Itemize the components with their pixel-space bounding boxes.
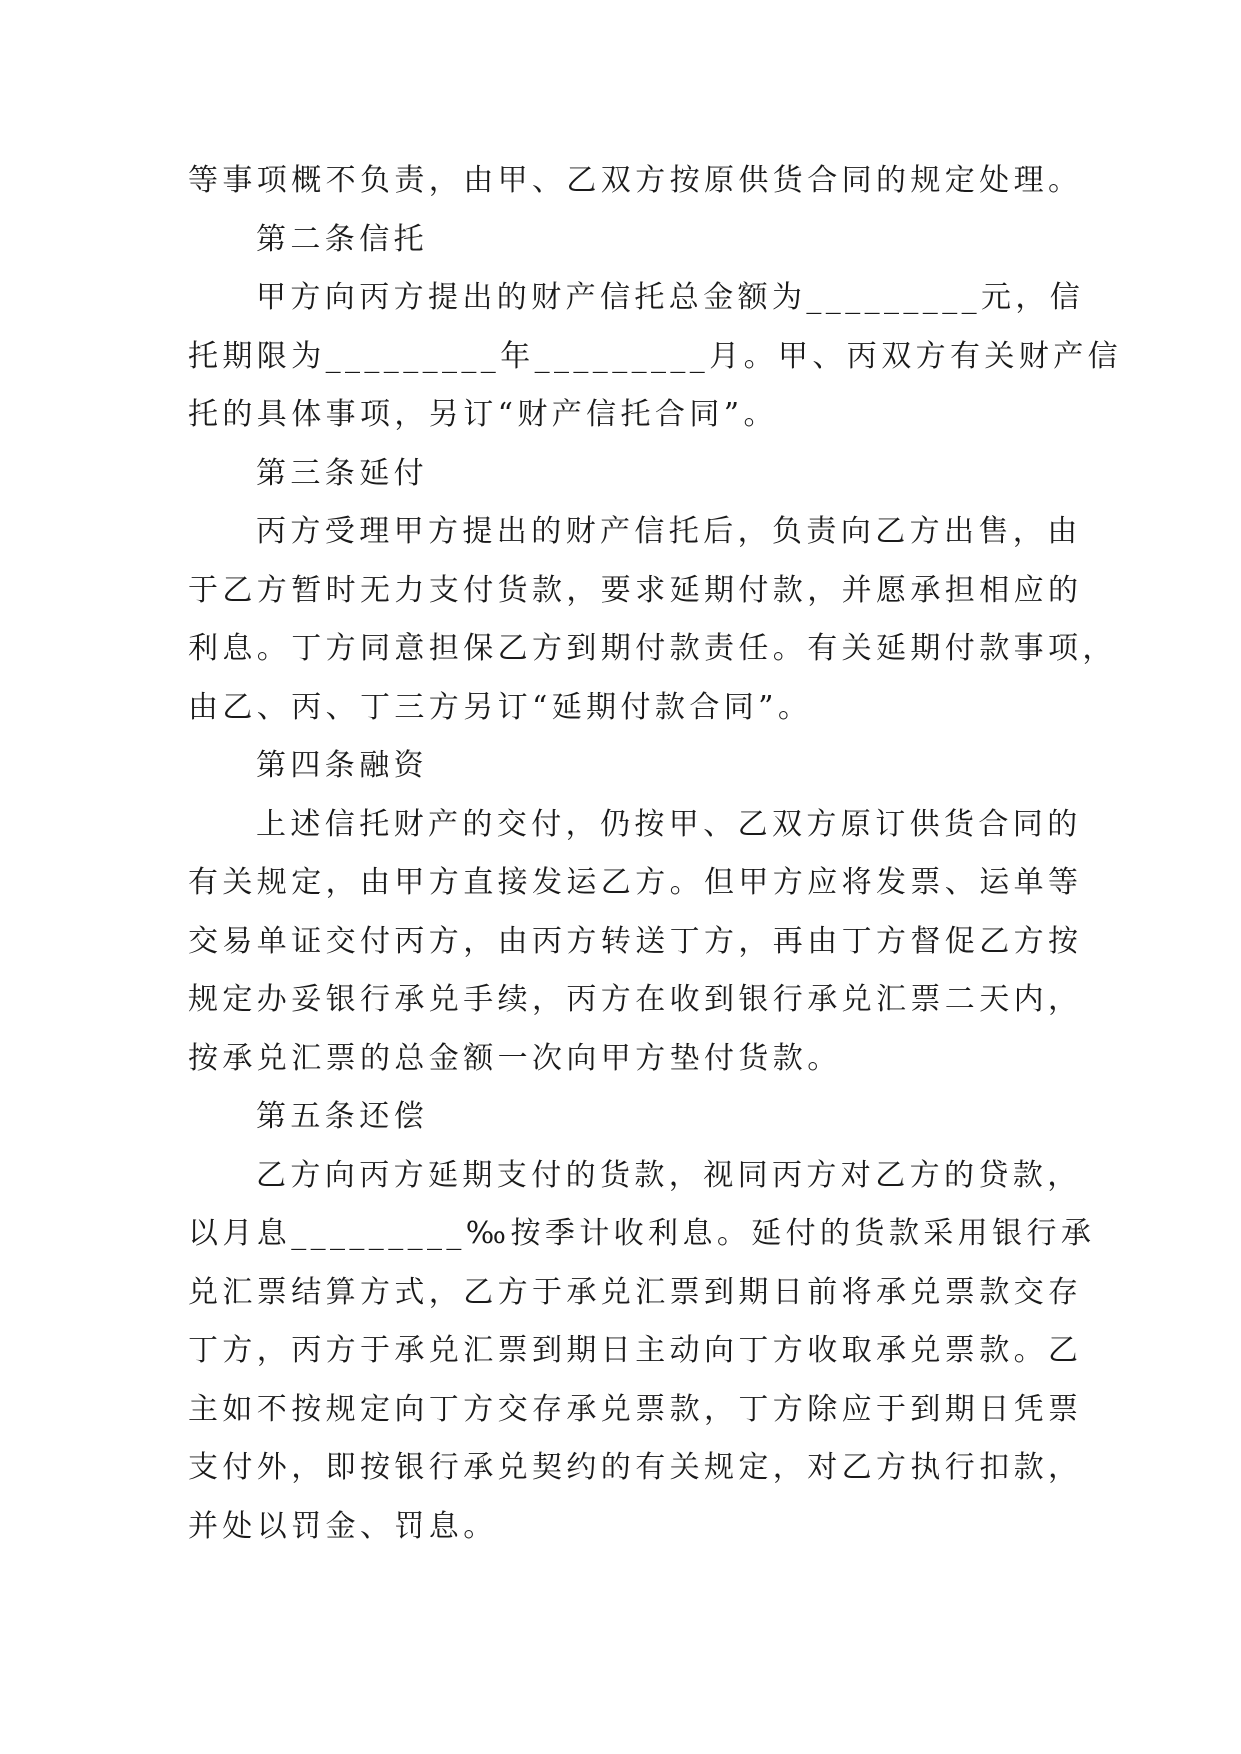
- section-heading-repayment: 第五条还偿: [256, 1099, 428, 1134]
- paragraph-line: 上述信托财产的交付，仍按甲、乙双方原订供货合同的: [256, 806, 1082, 842]
- paragraph-line: 甲方向丙方提出的财产信托总金额为_________元，信: [256, 280, 1085, 315]
- paragraph-line: 利息。丁方同意担保乙方到期付款责任。有关延期付款事项，: [188, 631, 1117, 666]
- paragraph-line: 托期限为_________年_________月。甲、丙双方有关财产信: [188, 338, 1122, 374]
- paragraph-line: 丙方受理甲方提出的财产信托后，负责向乙方出售，由: [256, 514, 1082, 549]
- paragraph-line: 乙方向丙方延期支付的货款，视同丙方对乙方的贷款，: [256, 1157, 1082, 1193]
- section-heading-trust: 第二条信托: [256, 221, 428, 257]
- paragraph-line: 支付外，即按银行承兑契约的有关规定，对乙方执行扣款，: [188, 1450, 1083, 1485]
- document-body: [188, 152, 1122, 1556]
- paragraph-line: 丁方，丙方于承兑汇票到期日主动向丁方收取承兑票款。乙: [188, 1333, 1083, 1368]
- section-heading-financing: 第四条融资: [256, 748, 428, 783]
- paragraph-line: 由乙、丙、丁三方另订“延期付款合同”。: [188, 689, 813, 725]
- paragraph-line: 交易单证交付丙方，由丙方转送丁方，再由丁方督促乙方按: [188, 923, 1083, 959]
- paragraph-line: 主如不按规定向丁方交存承兑票款，丁方除应于到期日凭票: [188, 1391, 1083, 1427]
- paragraph-line: 托的具体事项，另订“财产信托合同”。: [188, 397, 778, 432]
- section-heading-deferred-payment: 第三条延付: [256, 455, 428, 491]
- paragraph-line: 按承兑汇票的总金额一次向甲方垫付货款。: [188, 1040, 842, 1076]
- paragraph-line: 以月息_________‰按季计收利息。延付的货款采用银行承: [188, 1216, 1096, 1251]
- paragraph-line: 等事项概不负责，由甲、乙双方按原供货合同的规定处理。: [188, 163, 1083, 198]
- paragraph-line: 有关规定，由甲方直接发运乙方。但甲方应将发票、运单等: [188, 865, 1083, 900]
- paragraph-line: 规定办妥银行承兑手续，丙方在收到银行承兑汇票二天内，: [188, 982, 1083, 1017]
- paragraph-line: 于乙方暂时无力支付货款，要求延期付款，并愿承担相应的: [188, 572, 1083, 608]
- paragraph-line: 并处以罚金、罚息。: [188, 1508, 498, 1544]
- paragraph-line: 兑汇票结算方式，乙方于承兑汇票到期日前将承兑票款交存: [188, 1274, 1083, 1310]
